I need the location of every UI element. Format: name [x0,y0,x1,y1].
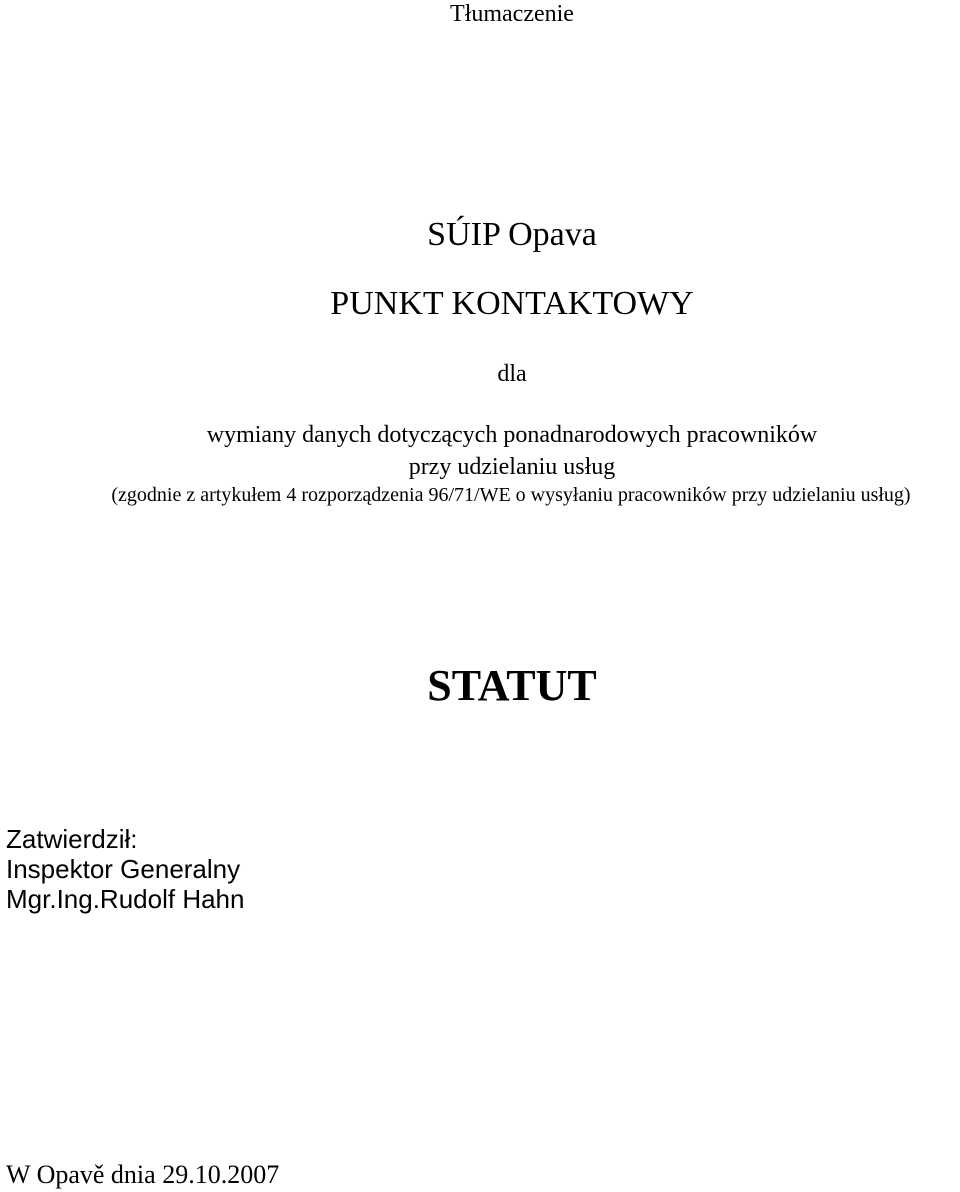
approver-role: Inspektor Generalny [6,854,241,884]
approved-by-label: Zatwierdził: [6,824,138,854]
contact-point-title: PUNKT KONTAKTOWY [330,285,694,322]
purpose-line-2: przy udzielaniu usług [408,454,616,480]
for-word: dla [497,361,527,387]
document-title: STATUT [427,661,597,710]
approver-name: Mgr.Ing.Rudolf Hahn [6,884,245,914]
place-and-date: W Opavě dnia 29.10.2007 [6,1160,280,1189]
regulation-note: (zgodnie z artykułem 4 rozporządzenia 96/71/WE o wysyłaniu pracowników przy udzielaniu usług) [111,484,911,506]
translation-note: Tłumaczenie [450,1,574,27]
organization-name: SÚIP Opava [427,216,597,253]
purpose-line-1: wymiany danych dotyczących ponadnarodowych pracowników [206,422,818,448]
